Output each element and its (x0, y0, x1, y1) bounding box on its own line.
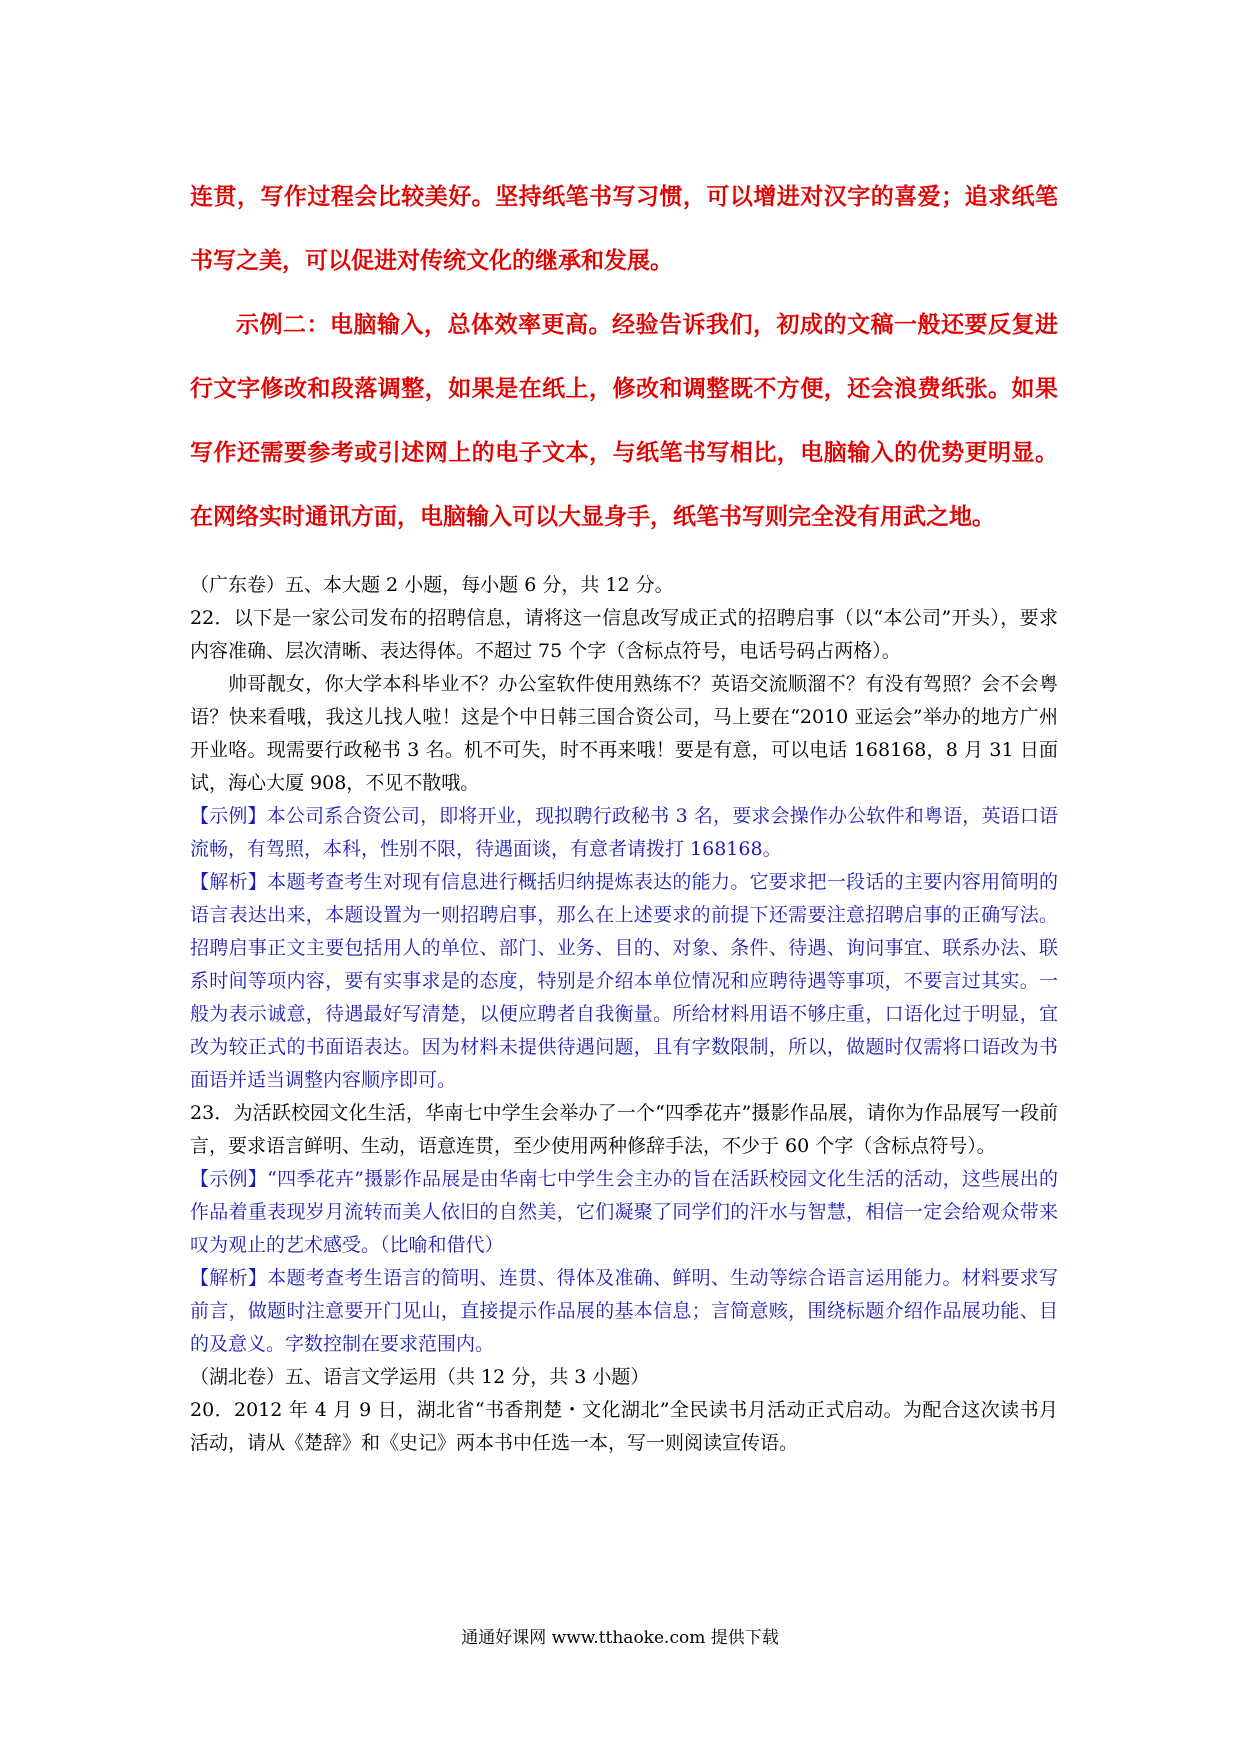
question-22-material: 帅哥靓女，你大学本科毕业不？办公室软件使用熟练不？英语交流顺溜不？有没有驾照？会不会粤语？快来看哦，我这儿找人啦！这是个中日韩三国合资公司，马上要在“2010 亚运会”举办的地方广州开业咯。现需要行政秘书 3 名。机不可失，时不再来哦！要是有意，可以电话 168168，8 月 31 日面试，海心大厦 908，不见不散哦。 (190, 673, 1058, 794)
question-23-analysis: 【解析】本题考查考生语言的简明、连贯、得体及准确、鲜明、生动等综合语言运用能力。材料要求写前言，做题时注意要开门见山，直接提示作品展的基本信息；言简意赅，围绕标题介绍作品展功能、目的及意义。字数控制在要求范围内。 (190, 1267, 1058, 1355)
question-22-prompt: 22．以下是一家公司发布的招聘信息，请将这一信息改写成正式的招聘启事（以“本公司”开头），要求内容准确、层次清晰、表达得体。不超过 75 个字（含标点符号，电话号码占两格）。 (190, 607, 1058, 662)
question-22-example: 【示例】本公司系合资公司，即将开业，现拟聘行政秘书 3 名，要求会操作办公软件和粤语，英语口语流畅，有驾照，本科，性别不限，待遇面谈，有意者请拨打 168168。 (190, 805, 1058, 860)
page-footer: 通通好课网 www.tthaoke.com 提供下载 (461, 1628, 779, 1648)
guangdong-section-heading: （广东卷）五、本大题 2 小题，每小题 6 分，共 12 分。 (190, 574, 674, 596)
question-23-example: 【示例】“四季花卉”摄影作品展是由华南七中学生会主办的旨在活跃校园文化生活的活动，这些展出的作品着重表现岁月流转而美人依旧的自然美，它们凝聚了同学们的汗水与智慧，相信一定会给观众带来叹为观止的艺术感受。（比喻和借代） (190, 1168, 1058, 1256)
page-content (190, 165, 1058, 1460)
answer-paragraph-1: 连贯，写作过程会比较美好。坚持纸笔书写习惯，可以增进对汉字的喜爱；追求纸笔书写之美，可以促进对传统文化的继承和发展。 (190, 184, 1058, 274)
question-23-prompt: 23．为活跃校园文化生活，华南七中学生会举办了一个“四季花卉”摄影作品展，请你为作品展写一段前言，要求语言鲜明、生动，语意连贯，至少使用两种修辞手法，不少于 60 个字（含标点符号）。 (190, 1102, 1058, 1157)
question-22-analysis: 【解析】本题考查考生对现有信息进行概括归纳提炼表达的能力。它要求把一段话的主要内容用简明的语言表达出来，本题设置为一则招聘启事，那么在上述要求的前提下还需要注意招聘启事的正确写法。招聘启事正文主要包括用人的单位、部门、业务、目的、对象、条件、待遇、询问事宜、联系办法、联系时间等项内容，要有实事求是的态度，特别是介绍本单位情况和应聘待遇等事项，不要言过其实。一般为表示诚意，待遇最好写清楚，以便应聘者自我衡量。所给材料用语不够庄重，口语化过于明显，宜改为较正式的书面语表达。因为材料未提供待遇问题，且有字数限制，所以，做题时仅需将口语改为书面语并适当调整内容顺序即可。 (190, 871, 1058, 1091)
hubei-section-heading: （湖北卷）五、语言文学运用（共 12 分，共 3 小题） (190, 1366, 650, 1388)
answer-paragraph-2: 示例二：电脑输入，总体效率更高。经验告诉我们，初成的文稿一般还要反复进行文字修改和段落调整，如果是在纸上，修改和调整既不方便，还会浪费纸张。如果写作还需要参考或引述网上的电子文本，与纸笔书写相比，电脑输入的优势更明显。在网络实时通讯方面，电脑输入可以大显身手，纸笔书写则完全没有用武之地。 (190, 312, 1058, 530)
question-20-prompt: 20．2012 年 4 月 9 日，湖北省“书香荆楚・文化湖北”全民读书月活动正式启动。为配合这次读书月活动，请从《楚辞》和《史记》两本书中任选一本，写一则阅读宣传语。 (190, 1399, 1058, 1454)
